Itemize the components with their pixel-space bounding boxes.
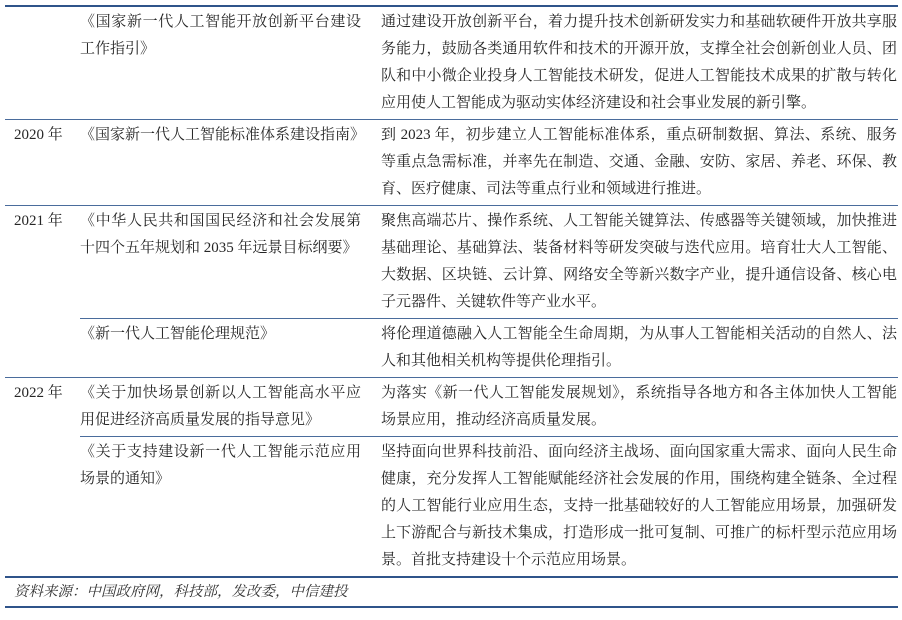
policy-cell: 《国家新一代人工智能标准体系建设指南》 — [80, 127, 366, 143]
description-cell: 到 2023 年，初步建立人工智能标准体系，重点研制数据、算法、系统、服务等重点急需标准，并率先在制造、交通、金融、安防、家居、养老、环保、教育、医疗健康、司法等重点行业和领域进行推进。 — [381, 127, 897, 197]
year-cell: 2020 年 — [14, 127, 63, 143]
year-cell — [5, 439, 80, 574]
table-row — [5, 120, 898, 205]
policy-cell: 《关于支持建设新一代人工智能示范应用场景的通知》 — [80, 444, 361, 487]
description-cell: 将伦理道德融入人工智能全生命周期，为从事人工智能相关活动的自然人、法人和其他相关机构等提供伦理指引。 — [381, 326, 897, 369]
table-row — [5, 437, 898, 576]
description-cell: 通过建设开放创新平台，着力提升技术创新研发实力和基础软硬件开放共享服务能力，鼓励各类通用软件和技术的开源开放，支撑全社会创新创业人员、团队和中小微企业投身人工智能技术研发，促进人工智能技术成果的扩散与转化应用使人工智能成为驱动实体经济建设和社会事业发展的新引擎。 — [381, 14, 897, 111]
description-cell: 聚焦高端芯片、操作系统、人工智能关键算法、传感器等关键领域，加快推进基础理论、基础算法、装备材料等研发突破与迭代应用。培育壮大人工智能、大数据、区块链、云计算、网络安全等新兴数字产业，提升通信设备、核心电子元器件、关键软件等产业水平。 — [381, 213, 897, 310]
table-row — [5, 319, 898, 377]
page-bottom-border — [5, 606, 898, 608]
description-cell: 为落实《新一代人工智能发展规划》，系统指导各地方和各主体加快人工智能场景应用，推动经济高质量发展。 — [381, 385, 897, 428]
year-cell — [5, 9, 80, 117]
policy-cell: 《关于加快场景创新以人工智能高水平应用促进经济高质量发展的指导意见》 — [80, 385, 361, 428]
policy-cell: 《中华人民共和国国民经济和社会发展第十四个五年规划和 2035 年远景目标纲要》 — [80, 213, 361, 256]
table-row — [5, 206, 898, 318]
source-note: 资料来源：中国政府网，科技部，发改委，中信建投 — [14, 584, 348, 600]
year-cell: 2021 年 — [14, 213, 63, 229]
policy-cell: 《国家新一代人工智能开放创新平台建设工作指引》 — [80, 14, 361, 57]
table-row — [5, 7, 898, 119]
year-cell — [5, 321, 80, 375]
policy-table — [5, 5, 898, 608]
year-cell: 2022 年 — [14, 385, 63, 401]
description-cell: 坚持面向世界科技前沿、面向经济主战场、面向国家重大需求、面向人民生命健康，充分发挥人工智能赋能经济社会发展的作用，围绕构建全链条、全过程的人工智能行业应用生态，支持一批基础较好的人工智能应用场景，加强研发上下游配合与新技术集成，打造形成一批可复制、可推广的标杆型示范应用场景。首批支持建设十个示范应用场景。 — [381, 444, 897, 568]
table-row — [5, 378, 898, 436]
policy-cell: 《新一代人工智能伦理规范》 — [80, 326, 276, 342]
